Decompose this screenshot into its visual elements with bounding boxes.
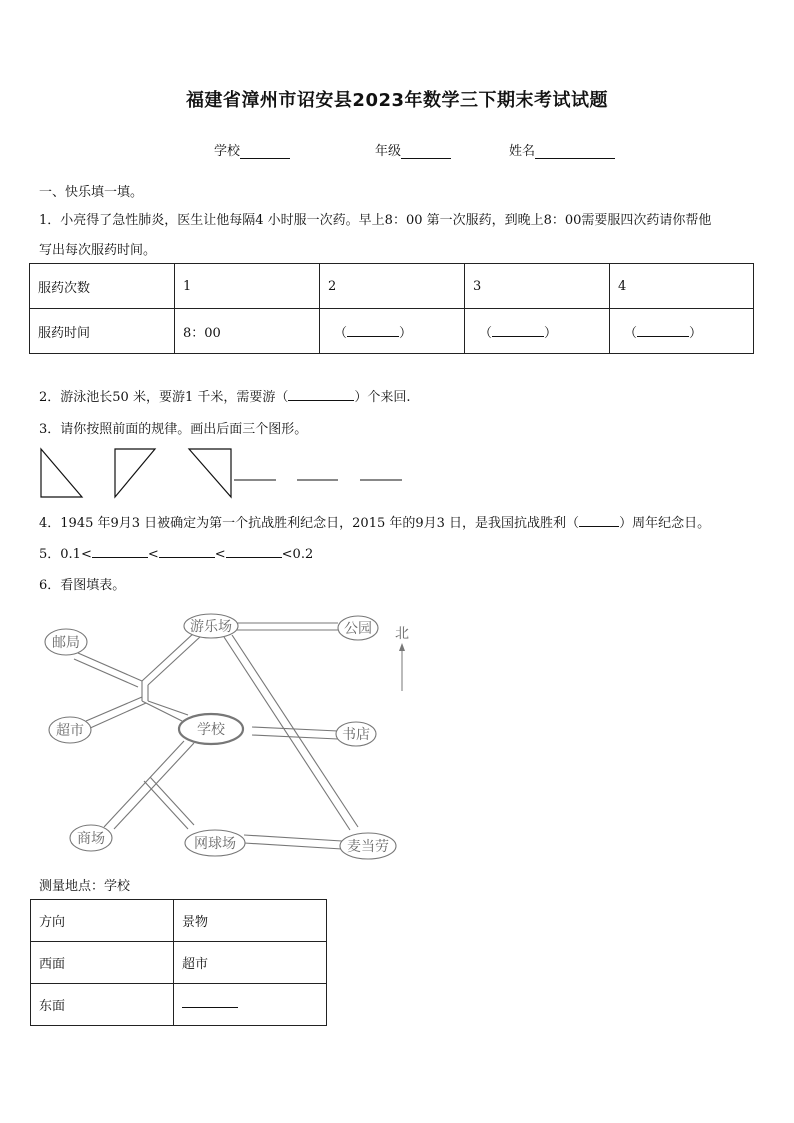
- q4-line: 4．1945 年9月3 日被确定为第一个抗战胜利纪念日，2015 年的9月3 日，是我国抗战胜利（ ）周年纪念日。: [39, 516, 711, 531]
- direction-cell: 西面: [31, 942, 174, 984]
- row-label-count: 服药次数: [30, 264, 175, 309]
- q3-line: 3．请你按照前面的规律。画出后面三个图形。: [39, 422, 308, 437]
- table-row: [30, 309, 754, 354]
- time-answer-cell[interactable]: （ ）: [320, 309, 465, 354]
- q5-line: 5．0.1< < < <0.2: [39, 547, 314, 562]
- count-cell: 4: [610, 264, 754, 309]
- map-label-chaoshi: 超市: [56, 723, 84, 739]
- school-label: 学校: [214, 144, 241, 159]
- map-label-gongyuan: 公园: [344, 621, 372, 637]
- page-title: 福建省漳州市诏安县2023年数学三下期末考试试题: [185, 90, 609, 111]
- triangle-1: [41, 449, 82, 497]
- table-row: [31, 942, 327, 984]
- row-label-time: 服药时间: [30, 309, 175, 354]
- table-row: [31, 900, 327, 942]
- q5-blank-2[interactable]: [159, 547, 215, 558]
- map-label-shudian: 书店: [342, 727, 370, 743]
- school-blank[interactable]: [240, 146, 290, 159]
- name-field[interactable]: [509, 140, 615, 159]
- scene-cell: 超市: [174, 942, 327, 984]
- north-label: 北: [395, 626, 409, 642]
- count-cell: 3: [465, 264, 610, 309]
- q5-blank-3[interactable]: [226, 547, 282, 558]
- measure-label: 测量地点：学校: [39, 879, 131, 894]
- medicine-table: [29, 263, 754, 354]
- q1-line1: 1．小亮得了急性肺炎，医生让他每隔4 小时服一次药。早上8：00 第一次服药，到晚上8：00需要服四次药请你帮他: [39, 213, 712, 228]
- count-cell: 1: [175, 264, 320, 309]
- q2-answer-blank[interactable]: [288, 390, 354, 401]
- name-label: 姓名: [509, 144, 536, 159]
- time-cell: 8：00: [175, 309, 320, 354]
- q5-blank-1[interactable]: [92, 547, 148, 558]
- grade-label: 年级: [375, 144, 402, 159]
- north-arrowhead-icon: [399, 643, 405, 651]
- table-row: [30, 264, 754, 309]
- triangle-pattern: [38, 445, 418, 501]
- map-label-shangchang: 商场: [77, 831, 105, 847]
- section-heading: 一、快乐填一填。: [39, 185, 144, 200]
- map-label-maidanglao: 麦当劳: [347, 839, 389, 855]
- table-row: [31, 984, 327, 1026]
- map-label-wangqiuchang: 网球场: [194, 836, 236, 852]
- header-direction: 方向: [31, 900, 174, 942]
- map-label-xuexiao: 学校: [197, 722, 225, 738]
- answer-blank[interactable]: [637, 326, 689, 337]
- time-answer-cell[interactable]: （ ）: [610, 309, 754, 354]
- q1-line2: 写出每次服药时间。: [39, 243, 157, 258]
- map-label-youju: 邮局: [52, 635, 80, 651]
- q2-line: 2．游泳池长50 米，要游1 千米，需要游（ ）个来回.: [39, 390, 411, 405]
- grade-field[interactable]: [375, 140, 451, 159]
- direction-table: [30, 899, 327, 1026]
- answer-blank[interactable]: [492, 326, 544, 337]
- answer-blank[interactable]: [347, 326, 399, 337]
- name-blank[interactable]: [535, 146, 615, 159]
- scene-answer-cell[interactable]: [174, 984, 327, 1026]
- triangle-2: [115, 449, 155, 497]
- time-answer-cell[interactable]: （ ）: [465, 309, 610, 354]
- scene-answer-blank[interactable]: [182, 997, 238, 1008]
- q4-answer-blank[interactable]: [579, 516, 619, 527]
- q6-line: 6．看图填表。: [39, 578, 126, 593]
- count-cell: 2: [320, 264, 465, 309]
- school-field[interactable]: [214, 140, 290, 159]
- direction-cell: 东面: [31, 984, 174, 1026]
- map-label-youlechang: 游乐场: [190, 619, 232, 635]
- campus-map: [38, 605, 418, 867]
- grade-blank[interactable]: [401, 146, 451, 159]
- triangle-3: [189, 449, 231, 497]
- header-scene: 景物: [174, 900, 327, 942]
